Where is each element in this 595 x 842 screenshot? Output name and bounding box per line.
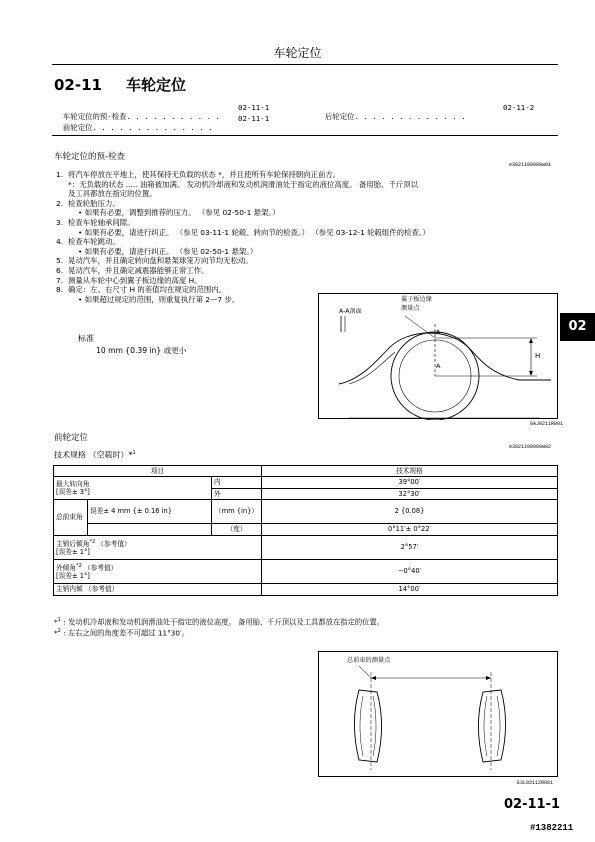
toc-page[interactable]: 02-11-1 xyxy=(238,114,270,123)
figure1-code: GAJ0211R001 xyxy=(530,421,564,427)
outer-label: 外 xyxy=(212,488,262,499)
footnote-text: : 左右之间的角度差不可超过 11°30′。 xyxy=(60,628,189,638)
row-caster xyxy=(54,536,262,560)
label-a-center: A xyxy=(436,362,441,370)
step-text: *：无负载的状态 ..... 油箱被加满。 发动机冷却液和发动机润滑油处于指定的液位高度。 备用胎、千斤顶以 xyxy=(68,179,419,189)
standard-label: 标准 xyxy=(78,334,94,343)
spec-label xyxy=(54,450,136,461)
step-row xyxy=(56,199,556,209)
step-text: 检查轮胎压力。 xyxy=(68,198,120,208)
step-text: 测量从车轮中心到翼子板边缘的高度 H。 xyxy=(68,275,202,285)
step-row xyxy=(56,170,556,180)
caster-ref: （参考值） xyxy=(97,539,131,548)
document-number: #1382211 xyxy=(530,823,574,833)
section-label: A-A剖面 xyxy=(339,308,362,315)
toc-item[interactable] xyxy=(316,103,466,122)
label-a-top: A xyxy=(436,328,441,336)
step-number: 3. xyxy=(56,217,64,227)
camber-value: −0°40′ xyxy=(262,560,558,584)
toc-label: 后轮定位 xyxy=(324,112,355,122)
step-note xyxy=(56,180,556,190)
step-number: 8. xyxy=(56,285,64,295)
toc-page[interactable]: 02-11-1 xyxy=(238,103,270,112)
toc-rule xyxy=(52,135,558,136)
toe-figure xyxy=(318,651,558,777)
kpi-label: 主销内倾 （参考值） xyxy=(54,584,262,596)
unit-deg: （度） xyxy=(212,524,262,536)
toe-diagram xyxy=(319,652,559,778)
step-bullet xyxy=(56,228,556,238)
footnote-2 xyxy=(54,628,189,638)
footnote-text: : 发动机冷却液和发动机润滑油处于指定的液位高度。 备用胎、千斤顶以及工具都放在指定的位置。 xyxy=(60,617,385,627)
inner-label: 内 xyxy=(212,477,262,488)
step-number: 6. xyxy=(56,265,64,275)
step-row xyxy=(56,237,556,247)
toc-item[interactable] xyxy=(54,114,213,133)
table-head-spec: 技术规格 xyxy=(262,466,558,477)
chapter-tab: 02 xyxy=(560,313,595,341)
step-note xyxy=(56,189,556,199)
step-text: • 如果有必要，请进行纠正。 （参见 03-11-1 轮毂、转向节的检查。） （参见 03-12-1 轮毂组件的检查。） xyxy=(78,227,430,237)
page-number: 02-11-1 xyxy=(504,797,561,812)
fender-height-figure xyxy=(318,293,558,419)
footnote-sup: 2 xyxy=(57,628,61,634)
step-row xyxy=(56,276,556,286)
precheck-heading: 车轮定位的预-检查 xyxy=(54,152,126,162)
toe-label: 总前束角 xyxy=(54,500,88,536)
toc-label: 车轮定位的预-检查 xyxy=(62,112,127,122)
step-text: • 如果有必要，调整到推荐的压力。 （参见 02-50-1 悬架。） xyxy=(78,208,280,218)
spec-label-text: 技术规格 （空载时）* xyxy=(54,450,133,460)
footnote-mark: * xyxy=(54,617,58,627)
front-heading: 前轮定位 xyxy=(54,433,89,443)
table-head-item: 项目 xyxy=(54,466,262,477)
toe-mm-value: 2 {0.08} xyxy=(262,500,558,524)
step-text: • 如果有必要，请进行纠正。 （参见 02-50-1 悬架。） xyxy=(78,246,258,256)
spec-table xyxy=(53,465,558,596)
step-bullet xyxy=(56,247,556,257)
footnote-sup: 1 xyxy=(57,617,61,623)
front-code: e3021100000w02 xyxy=(509,444,552,450)
step-text: 及工具都放在指定的位置。 xyxy=(68,189,157,199)
step-text: 晃动汽车，并且确定转向盘和悬架球笼万向节均无松动。 xyxy=(68,256,253,266)
toe-deg-value: 0°11′± 0°22′ xyxy=(262,524,558,536)
step-row xyxy=(56,256,556,266)
toc-page[interactable]: 02-11-2 xyxy=(503,103,535,112)
row-max-steer xyxy=(54,477,212,500)
label-h: H xyxy=(535,352,541,360)
max-steer-label: 最大转向角 xyxy=(56,479,90,488)
row-camber xyxy=(54,560,262,584)
toe-figure-label: 总前束的测量点 xyxy=(347,657,391,664)
step-text: 检查车轮轴承间隙。 xyxy=(68,217,135,227)
section-title: 车轮定位 xyxy=(126,76,187,94)
step-text: 晃动汽车，并且确定减震器能够正常工作。 xyxy=(68,265,209,275)
caster-label: 主销后倾角 xyxy=(56,539,90,548)
step-text: • 如果超过规定的范围，则重复执行第 2—7 步。 xyxy=(78,294,240,304)
camber-label: 外倾角 xyxy=(56,563,77,572)
unit-mm: （mm {in}） xyxy=(212,500,262,524)
step-text: 将汽车停放在平地上，使其保持无负载的状态 *，并且使所有车轮保持朝向正前方。 xyxy=(68,170,341,179)
spec-label-sup: 1 xyxy=(132,450,136,456)
camber-tol: [误差± 1°] xyxy=(56,572,90,581)
callout-measure-point: 测量点 xyxy=(401,305,420,312)
toc-dots: . . . . . . . . . . . . . . xyxy=(92,123,213,133)
precheck-steps xyxy=(56,170,556,304)
max-steer-tol: [误差± 3°] xyxy=(56,488,90,497)
step-number: 4. xyxy=(56,237,64,247)
header-rule xyxy=(52,64,558,65)
section-number: 02-11 xyxy=(54,76,102,94)
step-row xyxy=(56,218,556,228)
callout-fender-edge: 翼子板边缘 xyxy=(401,296,432,303)
step-number: 5. xyxy=(56,256,64,266)
outer-value: 32°30′ xyxy=(262,488,558,499)
caster-sup: *2 xyxy=(89,538,96,545)
camber-ref: （参考值） xyxy=(83,563,118,572)
standard-value: 10 mm {0.39 in} 或更小 xyxy=(96,346,187,355)
step-text: 检查车轮跳动。 xyxy=(68,237,120,247)
toe-tol-spacer xyxy=(88,524,212,536)
step-number: 1. xyxy=(56,170,64,179)
precheck-code: e3021100000w01 xyxy=(509,162,552,168)
caster-tol: [误差± 1°] xyxy=(56,548,90,557)
toc-dots: . . . . . . . . . . . xyxy=(126,112,220,122)
kpi-value: 14°00′ xyxy=(262,584,558,596)
camber-sup: *2 xyxy=(76,562,82,569)
figure2-code: E3L0211ZR001 xyxy=(517,780,554,786)
step-number: 7. xyxy=(56,275,64,285)
running-header: 车轮定位 xyxy=(273,46,322,60)
inner-value: 39°00′ xyxy=(262,477,558,488)
step-number: 2. xyxy=(56,198,64,208)
toc-label: 前轮定位 xyxy=(62,123,93,133)
footnote-mark: * xyxy=(54,628,58,638)
toc-dots: . . . . . . . . . . . . . xyxy=(354,112,466,122)
step-text: 确定：左、右尺寸 H 的差值均在规定的范围内。 xyxy=(68,285,227,295)
caster-value: 2°57′ xyxy=(262,536,558,560)
footnote-1 xyxy=(54,617,384,627)
step-bullet xyxy=(56,208,556,218)
step-row xyxy=(56,266,556,276)
toe-tol: 误差± 4 mm {± 0.16 in} xyxy=(88,500,212,524)
